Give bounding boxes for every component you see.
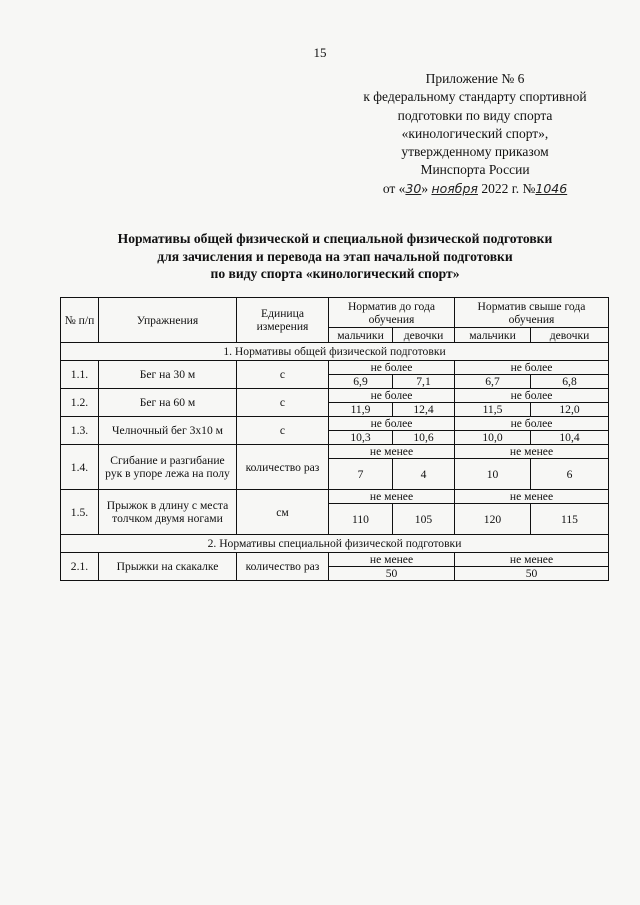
norms-table bbox=[60, 297, 609, 581]
value-cell: 10,3 bbox=[329, 431, 393, 445]
header-unit: Единица измерения bbox=[237, 298, 329, 343]
header-num: № п/п bbox=[61, 298, 99, 343]
header-boys: мальчики bbox=[455, 328, 531, 343]
row-condition: не менее bbox=[329, 553, 455, 567]
row-condition: не менее bbox=[329, 445, 455, 459]
value-cell: 6,8 bbox=[531, 375, 609, 389]
row-condition: не менее bbox=[455, 490, 609, 504]
row-condition: не менее bbox=[329, 490, 455, 504]
appendix-line: «кинологический спорт», bbox=[401, 125, 549, 141]
row-num: 1.5. bbox=[61, 490, 99, 535]
row-condition: не более bbox=[455, 417, 609, 431]
value-cell: 11,9 bbox=[329, 403, 393, 417]
header-girls: девочки bbox=[531, 328, 609, 343]
appendix-line: утвержденному приказом bbox=[401, 144, 549, 160]
row-condition: не более bbox=[329, 361, 455, 375]
row-exercise: Прыжок в длину с места толчком двумя ногами bbox=[99, 490, 237, 535]
appendix-line: подготовки по виду спорта bbox=[397, 107, 553, 123]
section-heading: 2. Нормативы специальной физической подготовки bbox=[61, 535, 609, 553]
header-before-year: Норматив до года обучения bbox=[329, 298, 455, 328]
row-unit: с bbox=[237, 389, 329, 417]
value-cell: 10,0 bbox=[455, 431, 531, 445]
value-cell: 120 bbox=[455, 504, 531, 535]
row-condition: не более bbox=[329, 389, 455, 403]
row-num: 1.1. bbox=[61, 361, 99, 389]
header-girls: девочки bbox=[393, 328, 455, 343]
value-cell: 10,6 bbox=[393, 431, 455, 445]
value-cell: 6 bbox=[531, 459, 609, 490]
value-cell: 105 bbox=[393, 504, 455, 535]
row-num: 1.4. bbox=[61, 445, 99, 490]
row-num: 1.3. bbox=[61, 417, 99, 445]
handwritten-number: 1046 bbox=[535, 180, 568, 196]
document-title: Нормативы общей физической и специальной физической подготовки для зачисления и перевода на этап начальной подготовки по виду спорта «кинологический спорт» bbox=[117, 231, 553, 281]
row-condition: не более bbox=[455, 361, 609, 375]
section-heading: 1. Нормативы общей физической подготовки bbox=[61, 343, 609, 361]
row-num: 1.2. bbox=[61, 389, 99, 417]
row-exercise: Сгибание и разгибание рук в упоре лежа на полу bbox=[99, 445, 237, 490]
row-unit: с bbox=[237, 417, 329, 445]
row-condition: не менее bbox=[455, 553, 609, 567]
row-condition: не менее bbox=[455, 445, 609, 459]
row-unit: с bbox=[237, 361, 329, 389]
appendix-line: к федеральному стандарту спортивной bbox=[363, 89, 587, 105]
value-cell: 7 bbox=[329, 459, 393, 490]
handwritten-day: 30 bbox=[405, 180, 422, 196]
value-cell: 10 bbox=[455, 459, 531, 490]
value-cell: 4 bbox=[393, 459, 455, 490]
appendix-line: Минспорта России bbox=[420, 162, 530, 178]
value-cell: 50 bbox=[329, 567, 455, 581]
value-cell: 11,5 bbox=[455, 403, 531, 417]
page-number: 15 bbox=[313, 45, 327, 60]
header-exercise: Упражнения bbox=[99, 298, 237, 343]
value-cell: 12,0 bbox=[531, 403, 609, 417]
row-num: 2.1. bbox=[61, 553, 99, 581]
order-date-line: от «30» ноября 2022 г. №1046 bbox=[382, 180, 568, 196]
value-cell: 110 bbox=[329, 504, 393, 535]
row-unit: количество раз bbox=[237, 553, 329, 581]
row-unit: см bbox=[237, 490, 329, 535]
header-after-year: Норматив свыше года обучения bbox=[455, 298, 609, 328]
row-exercise: Бег на 30 м bbox=[99, 361, 237, 389]
value-cell: 6,9 bbox=[329, 375, 393, 389]
value-cell: 10,4 bbox=[531, 431, 609, 445]
row-exercise: Бег на 60 м bbox=[99, 389, 237, 417]
row-exercise: Челночный бег 3х10 м bbox=[99, 417, 237, 445]
value-cell: 6,7 bbox=[455, 375, 531, 389]
value-cell: 50 bbox=[455, 567, 609, 581]
appendix-header bbox=[340, 70, 610, 198]
header-boys: мальчики bbox=[329, 328, 393, 343]
row-condition: не более bbox=[455, 389, 609, 403]
value-cell: 12,4 bbox=[393, 403, 455, 417]
value-cell: 7,1 bbox=[393, 375, 455, 389]
row-unit: количество раз bbox=[237, 445, 329, 490]
handwritten-month: ноября bbox=[431, 180, 478, 196]
row-condition: не более bbox=[329, 417, 455, 431]
appendix-line: Приложение № 6 bbox=[425, 71, 525, 86]
row-exercise: Прыжки на скакалке bbox=[99, 553, 237, 581]
value-cell: 115 bbox=[531, 504, 609, 535]
